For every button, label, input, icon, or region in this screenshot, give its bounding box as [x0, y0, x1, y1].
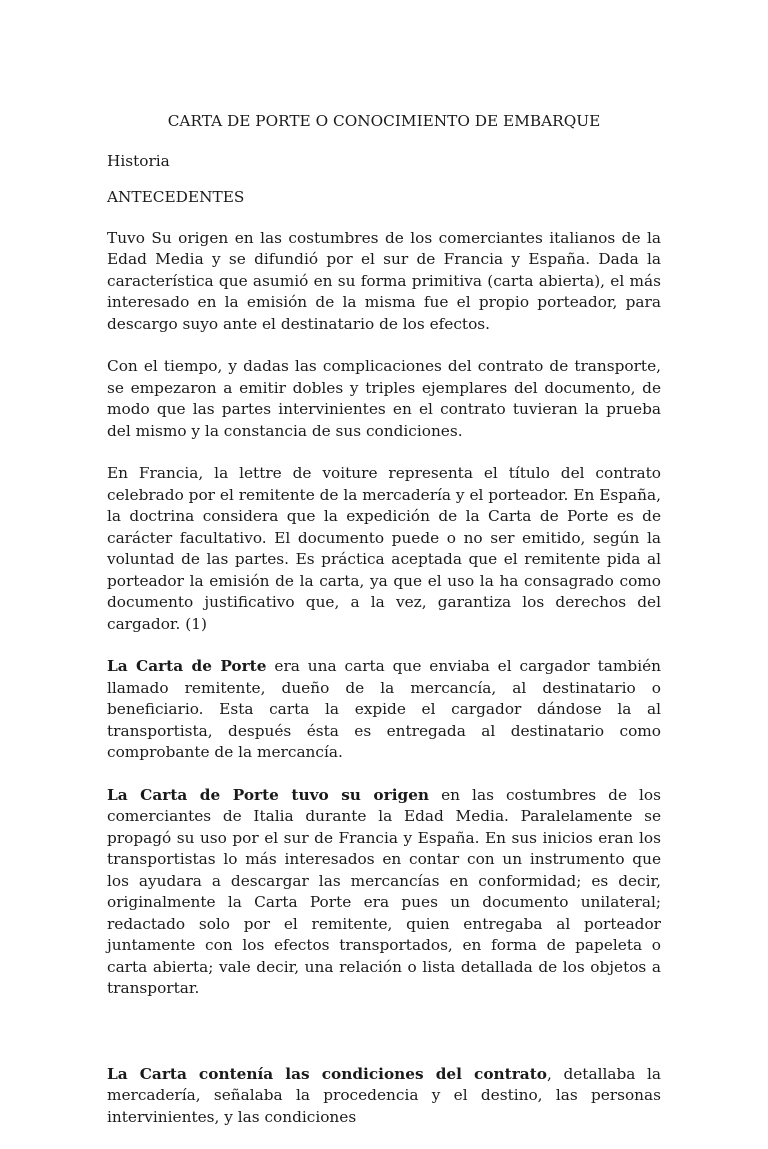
- paragraph-4: [107, 656, 661, 764]
- paragraph-3-text: En Francia, la lettre de voiture representa el título del contrato celebrado por el remitente de la mercadería y el porteador. En España, la doctrina considera que la expedición de la Carta de Porte es de carácter facultativo. El documento puede o no ser emitido, según la voluntad de las partes. Es práctica aceptada que el remitente pida al porteador la emisión de la carta, ya que el uso la ha consagrado como documento justificativo que, a la vez, garantiza los derechos del cargador. (1): [107, 464, 661, 633]
- document-body: [107, 111, 661, 1149]
- blank-space: [107, 1021, 661, 1064]
- paragraph-5-bold: La Carta de Porte tuvo su origen: [107, 785, 430, 804]
- paragraph-6: [107, 1064, 661, 1129]
- document-title: CARTA DE PORTE O CONOCIMIENTO DE EMBARQUE: [167, 112, 601, 130]
- section-heading-historia: Historia: [107, 151, 170, 170]
- paragraph-5-text: en las costumbres de los comerciantes de Italia durante la Edad Media. Paralelamente se propagó su uso por el sur de Francia y España. En sus inicios eran los transportistas lo más interesados en contar con un instrumento que los ayudara a descargar las mercancías en conformidad; es decir, originalmente la Carta Porte era pues un documento unilateral; redactado solo por el remitente, quien entregaba al porteador juntamente con los efectos transportados, en forma de papeleta o carta abierta; vale decir, una relación o lista detallada de los objetos a transportar.: [107, 785, 661, 997]
- paragraph-1-text: Tuvo Su origen en las costumbres de los comerciantes italianos de la Edad Media y se difundió por el sur de Francia y España. Dada la característica que asumió en su forma primitiva (carta abierta), el más interesado en la emisión de la misma fue el propio porteador, para descargo suyo ante el destinatario de los efectos.: [107, 228, 661, 333]
- paragraph-4-text: era una carta que enviaba el cargador también llamado remitente, dueño de la mercancía, al destinatario o beneficiario. Esta carta la expide el cargador dándose la al transportista, después ésta es entregada al destinatario como comprobante de la mercancía.: [107, 657, 661, 761]
- subsection-heading-antecedentes: ANTECEDENTES: [107, 188, 245, 206]
- paragraph-2-text: Con el tiempo, y dadas las complicaciones del contrato de transporte, se empezaron a emitir dobles y triples ejemplares del documento, de modo que las partes intervinientes en el contrato tuvieran la prueba del mismo y la constancia de sus condiciones.: [107, 357, 661, 440]
- paragraph-6-text: , detallaba la mercadería, señalaba la procedencia y el destino, las personas intervinientes, y las condiciones: [107, 1064, 662, 1126]
- paragraph-1: [107, 228, 661, 336]
- paragraph-4-bold: La Carta de Porte: [107, 657, 267, 675]
- paragraph-6-bold: La Carta contenía las condiciones del contrato: [107, 1064, 547, 1083]
- paragraph-3: [107, 463, 661, 635]
- paragraph-5: [107, 785, 661, 1000]
- paragraph-2: [107, 356, 661, 442]
